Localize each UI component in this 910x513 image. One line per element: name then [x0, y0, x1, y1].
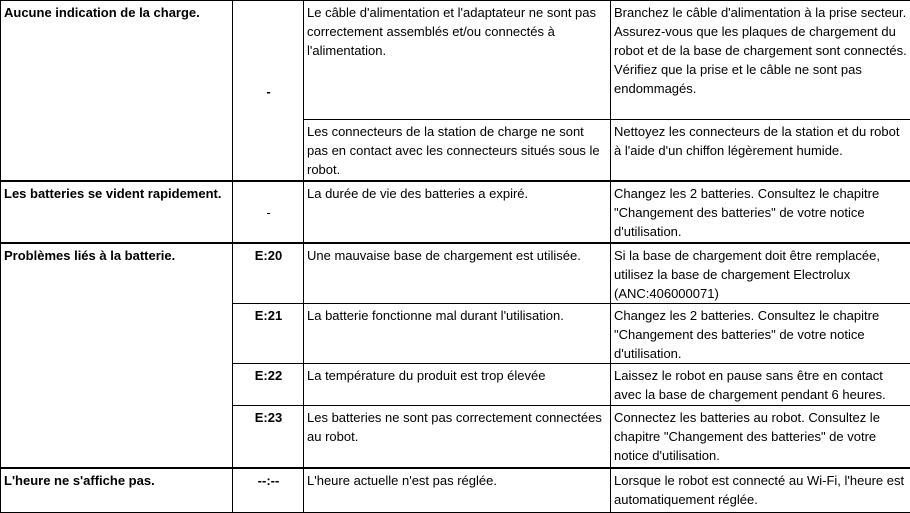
cause-cell: L'heure actuelle n'est pas réglée.: [304, 468, 611, 513]
problem-cell: L'heure ne s'affiche pas.: [1, 468, 233, 513]
code-cell: E:23: [233, 406, 304, 468]
code-cell: E:20: [233, 243, 304, 304]
problem-cell: Aucune indication de la charge.: [1, 1, 233, 181]
cause-cell: Une mauvaise base de chargement est utilisée.: [304, 243, 611, 304]
solution-line: Vérifiez que la prise et le câble ne sont pas endommagés.: [614, 62, 862, 96]
cause-cell: Les connecteurs de la station de charge ne sont pas en contact avec les connecteurs situés sous le robot.: [304, 120, 611, 181]
table-row: [1, 1, 910, 120]
table-row: [1, 468, 910, 513]
cause-cell: Le câble d'alimentation et l'adaptateur ne sont pas correctement assemblés et/ou connectés à l'alimentation.: [304, 1, 611, 120]
code-cell: -: [233, 1, 304, 181]
code-cell: --:--: [233, 468, 304, 513]
cause-cell: La batterie fonctionne mal durant l'utilisation.: [304, 304, 611, 364]
problem-cell: Problèmes liés à la batterie.: [1, 243, 233, 468]
table-row: [1, 243, 910, 304]
solution-cell: Changez les 2 batteries. Consultez le chapitre "Changement des batteries" de votre notice d'utilisation.: [611, 304, 910, 364]
solution-cell: Nettoyez les connecteurs de la station et du robot à l'aide d'un chiffon légèrement humide.: [611, 120, 910, 181]
solution-cell: Si la base de chargement doit être remplacée, utilisez la base de chargement Electrolux (ANC:406000071): [611, 243, 910, 304]
solution-cell: Laissez le robot en pause sans être en contact avec la base de chargement pendant 6 heures.: [611, 364, 910, 406]
solution-cell: Changez les 2 batteries. Consultez le chapitre "Changement des batteries" de votre notice d'utilisation.: [611, 181, 910, 243]
cause-cell: Les batteries ne sont pas correctement connectées au robot.: [304, 406, 611, 468]
problem-cell: Les batteries se vident rapidement.: [1, 181, 233, 243]
solution-cell: [611, 1, 910, 120]
table-row: [1, 181, 910, 243]
code-cell: -: [233, 181, 304, 243]
solution-cell: Lorsque le robot est connecté au Wi-Fi, l'heure est automatiquement réglée.: [611, 468, 910, 513]
cause-cell: La température du produit est trop élevée: [304, 364, 611, 406]
code-cell: E:21: [233, 304, 304, 364]
solution-cell: Connectez les batteries au robot. Consultez le chapitre "Changement des batteries" de votre notice d'utilisation.: [611, 406, 910, 468]
code-cell: E:22: [233, 364, 304, 406]
solution-line: Branchez le câble d'alimentation à la prise secteur. Assurez-vous que les plaques de chargement du robot et de la base de chargement sont connectés.: [614, 5, 907, 58]
cause-cell: La durée de vie des batteries a expiré.: [304, 181, 611, 243]
